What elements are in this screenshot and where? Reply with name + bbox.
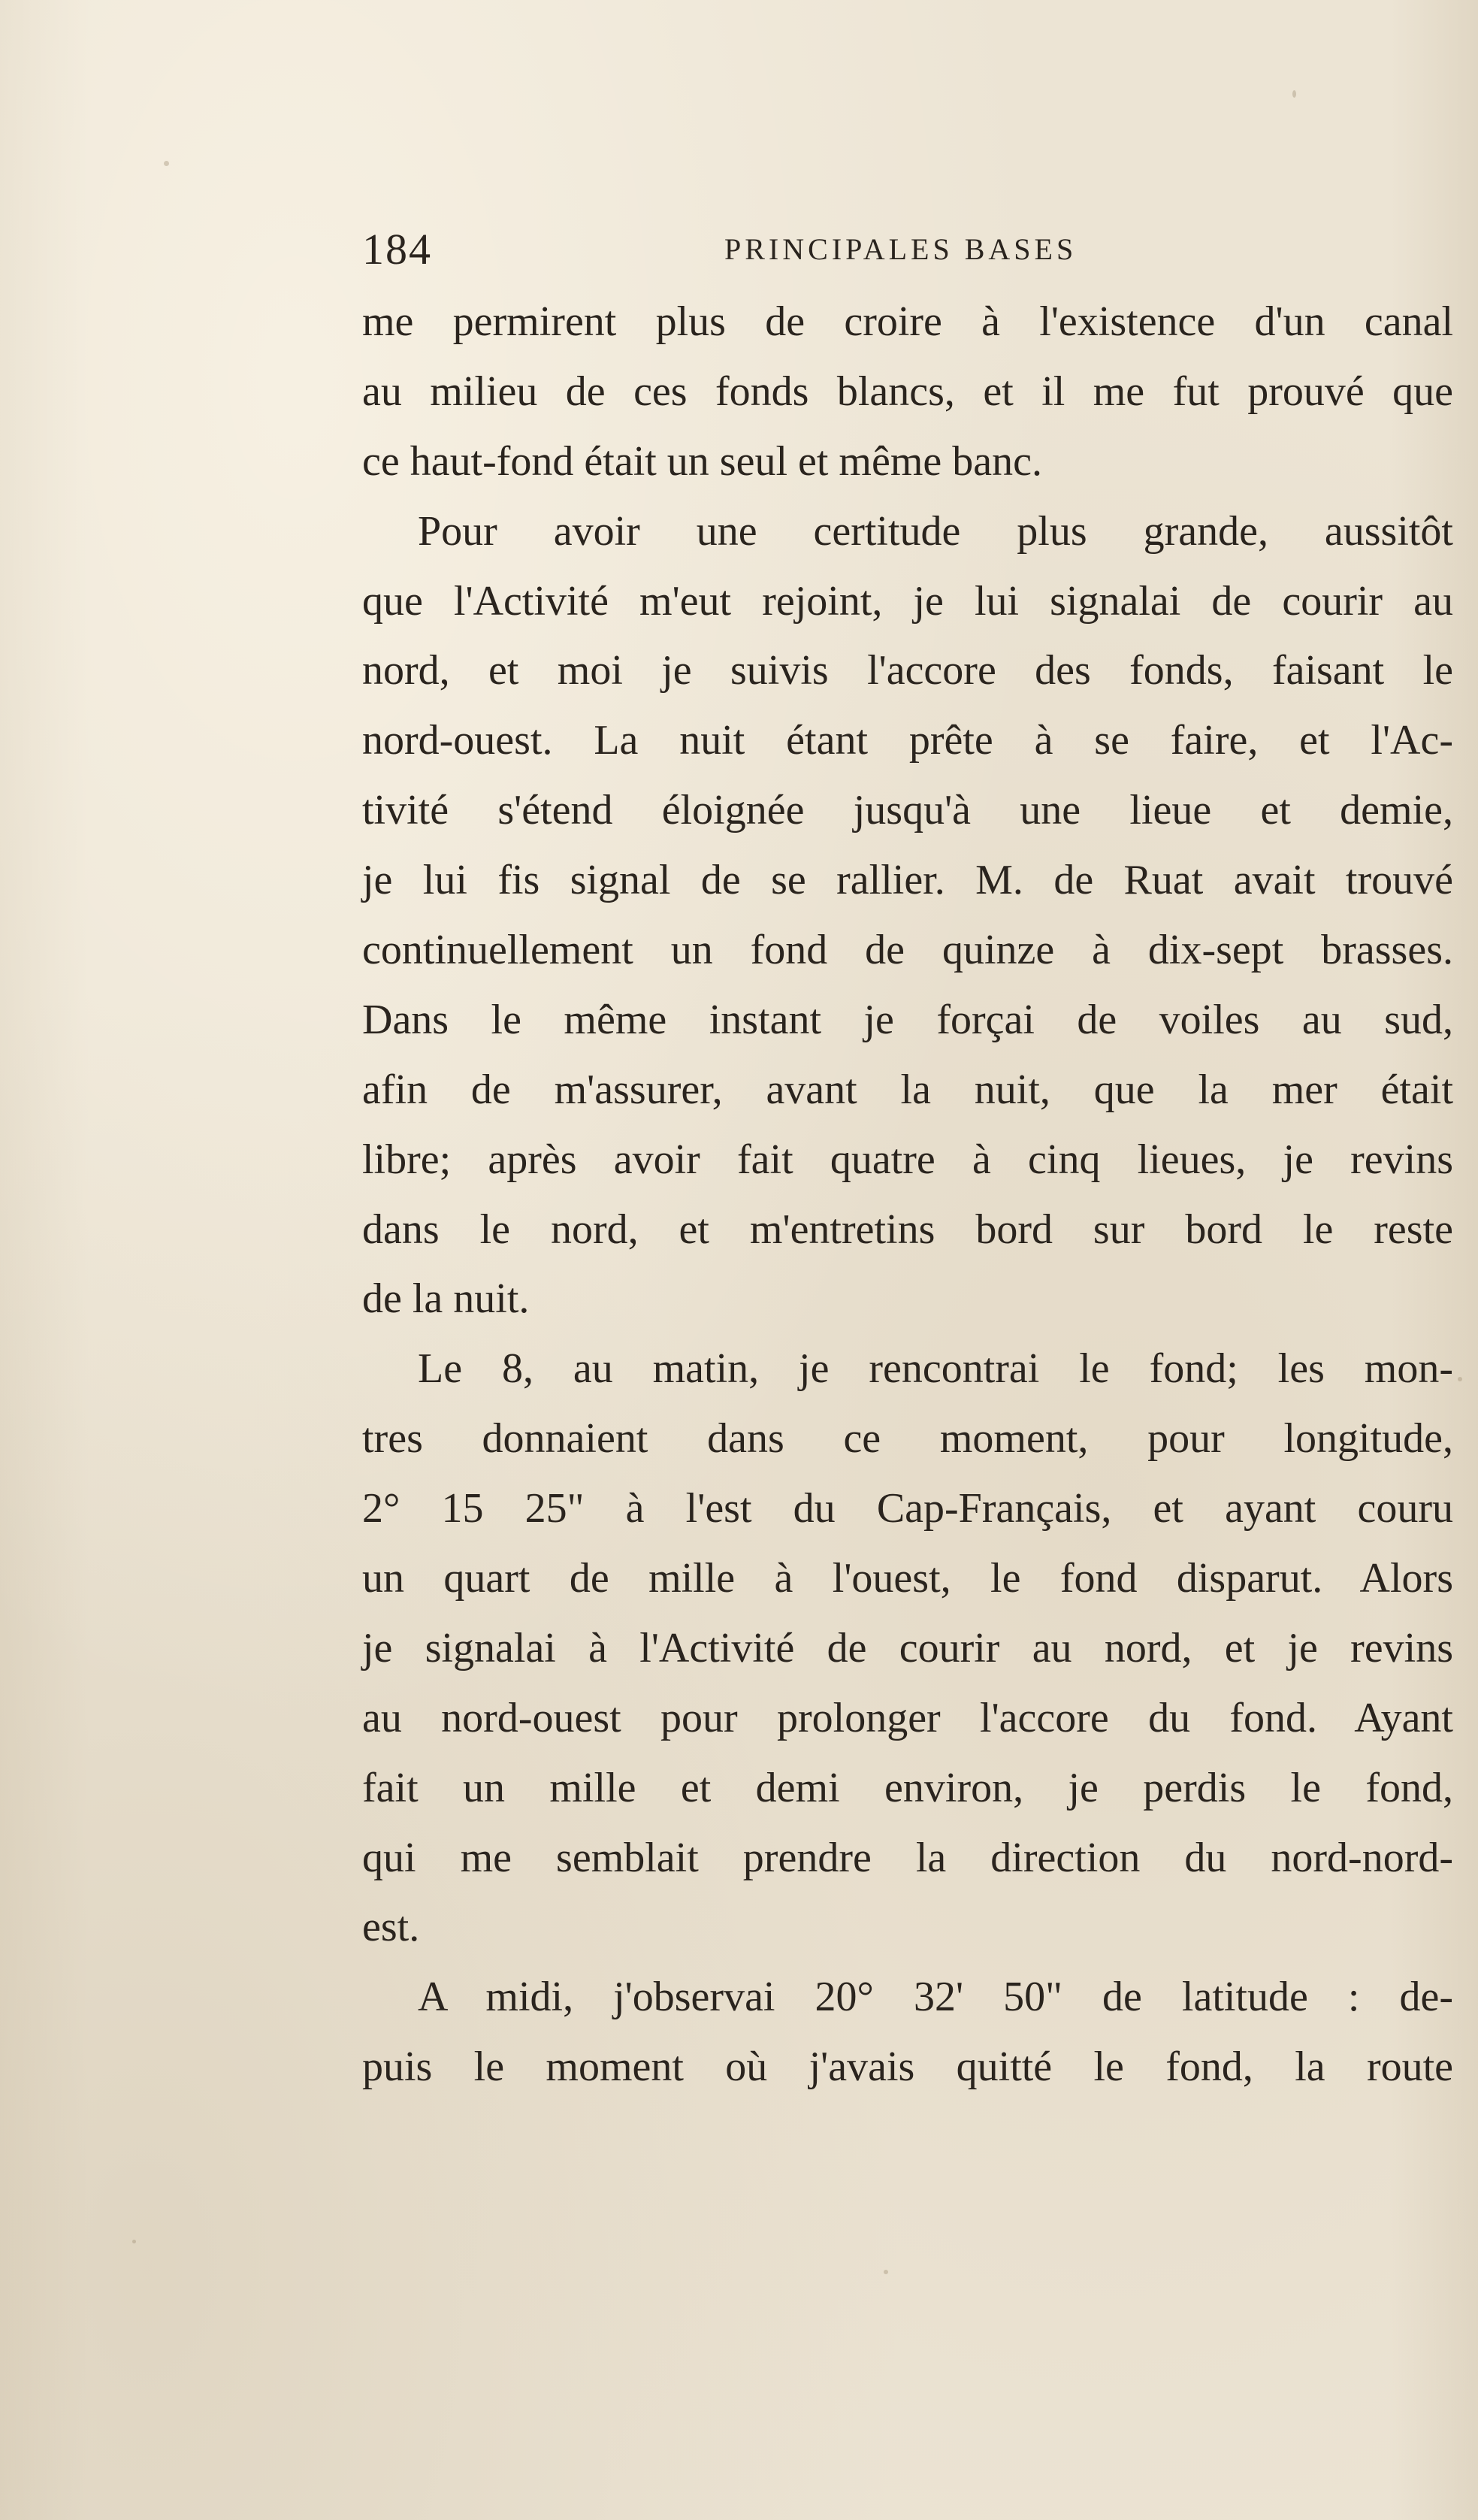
text-line: tres donnaient dans ce moment, pour longitude, — [362, 1415, 1453, 1463]
paper-speck — [1292, 90, 1296, 98]
paper-speck — [132, 2240, 136, 2243]
text-line: nord, et moi je suivis l'accore des fonds, faisant le — [362, 647, 1453, 694]
paper-speck — [1458, 1377, 1462, 1381]
text-line: ce haut-fond était un seul et même banc. — [362, 437, 1042, 485]
text-line: tivité s'étend éloignée jusqu'à une lieue et demie, — [362, 787, 1453, 834]
text-line: je signalai à l'Activité de courir au nord, et je revins — [362, 1624, 1453, 1671]
paper-speck — [164, 161, 169, 166]
text-line: 2° 15 25" à l'est du Cap-Français, et ayant couru — [362, 1485, 1453, 1532]
text-line: dans le nord, et m'entretins bord sur bord le reste — [362, 1206, 1453, 1253]
text-line: un quart de mille à l'ouest, le fond disparut. Alors — [362, 1555, 1453, 1602]
text-line: libre; après avoir fait quatre à cinq lieues, je revins — [362, 1136, 1453, 1183]
text-line: fait un mille et demi environ, je perdis le fond, — [362, 1764, 1453, 1811]
text-line: que l'Activité m'eut rejoint, je lui signalai de courir au — [362, 577, 1453, 625]
paper-speck — [884, 2270, 888, 2274]
text-line: je lui fis signal de se rallier. M. de Ruat avait trouvé — [362, 857, 1453, 904]
text-line: au nord-ouest pour prolonger l'accore du fond. Ayant — [362, 1694, 1453, 1741]
text-line: me permirent plus de croire à l'existence d'un canal — [362, 298, 1453, 345]
text-line: au milieu de ces fonds blancs, et il me fut prouvé que — [362, 368, 1453, 415]
text-line: qui me semblait prendre la direction du nord-nord- — [362, 1834, 1453, 1881]
text-line: est. — [362, 1904, 420, 1951]
running-head — [362, 219, 1474, 280]
text-line: puis le moment où j'avais quitté le fond, la route — [362, 2044, 1453, 2091]
text-line: nord-ouest. La nuit étant prête à se faire, et l'Ac- — [362, 717, 1453, 764]
body-text — [362, 287, 1453, 2102]
text-line: de la nuit. — [362, 1275, 530, 1323]
running-head-title: PRINCIPALES BASES — [724, 232, 1078, 266]
text-line: continuellement un fond de quinze à dix-sept brasses. — [362, 927, 1453, 974]
page-number: 184 — [362, 225, 432, 274]
text-line: Pour avoir une certitude plus grande, aussitôt — [418, 507, 1453, 555]
text-line: Dans le même instant je forçai de voiles au sud, — [362, 996, 1453, 1043]
text-line: afin de m'assurer, avant la nuit, que la mer était — [362, 1066, 1453, 1113]
text-line: Le 8, au matin, je rencontrai le fond; les mon- — [418, 1345, 1453, 1393]
text-line: A midi, j'observai 20° 32' 50" de latitude : de- — [418, 1974, 1453, 2021]
